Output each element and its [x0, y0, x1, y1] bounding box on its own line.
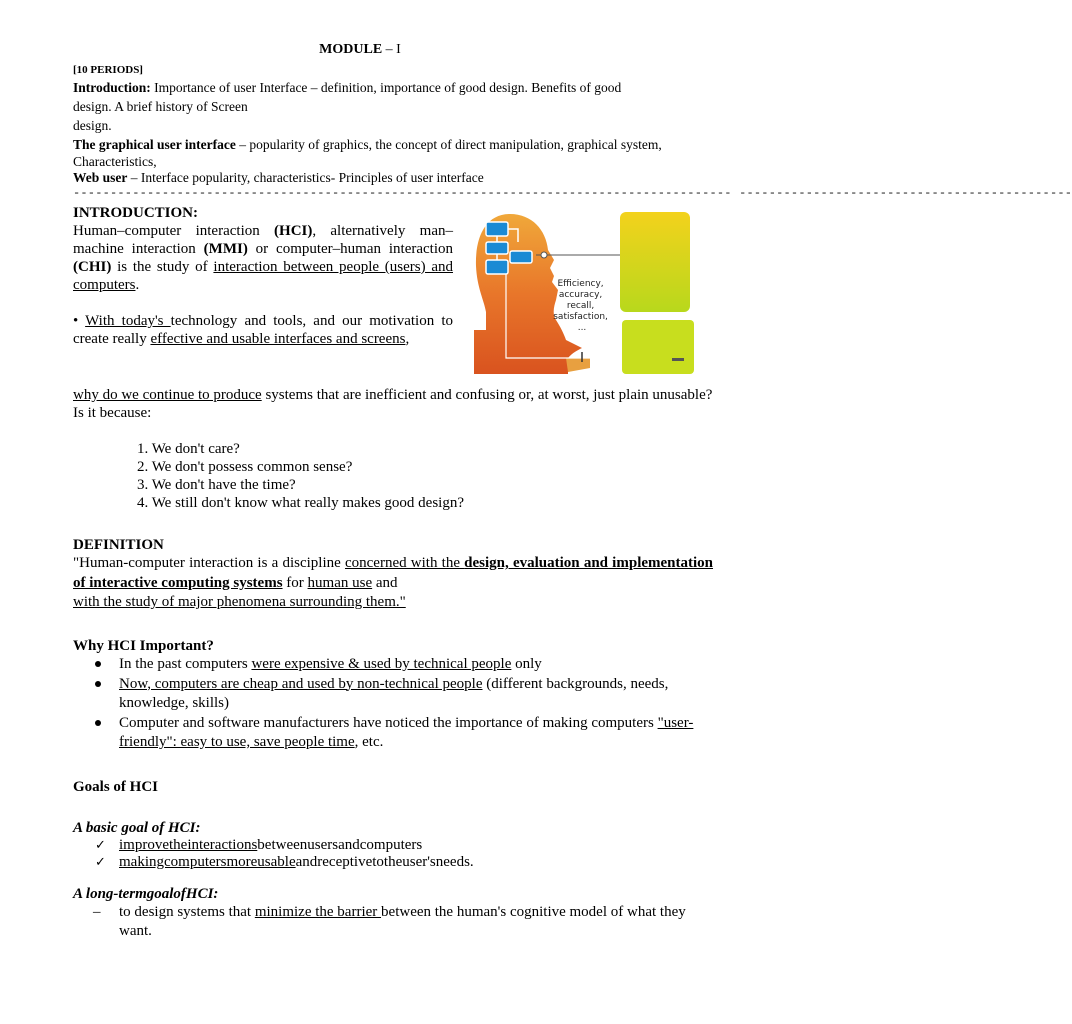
module-number: I	[396, 42, 401, 57]
web-text: – Interface popularity, characteristics- Principles of user interface	[127, 170, 484, 185]
flow-box	[486, 242, 508, 254]
bullet-icon	[95, 681, 101, 687]
def-c: and	[372, 574, 398, 591]
flow-box	[486, 260, 508, 274]
computer-top	[620, 212, 690, 312]
list-item	[73, 655, 713, 675]
module-sep: –	[382, 42, 397, 57]
basic2-a: andreceptivetotheuser'sneeds.	[295, 854, 474, 870]
gui-label: The graphical user interface	[73, 137, 236, 152]
why1-a: In the past computers	[119, 656, 252, 672]
why2-a: (different backgrounds, needs, knowledge, skills)	[119, 675, 669, 711]
basic2-underlined: makingcomputersmoreusable	[119, 854, 296, 870]
reason-item: 2. We don't possess common sense?	[137, 459, 353, 475]
intro-line1: Importance of user Interface – definition, importance of good design. Benefits of good	[150, 80, 622, 95]
def-underlined-3: with the study of major phenomena surrounding them."	[73, 594, 406, 610]
definition-text	[73, 554, 713, 613]
basic-goal-heading: A basic goal of HCI:	[73, 820, 201, 836]
introduction-heading: INTRODUCTION:	[73, 205, 199, 221]
check-icon: ✓	[95, 838, 106, 853]
list-item	[73, 903, 713, 941]
p1-e: .	[135, 277, 140, 293]
why-heading: Why HCI Important?	[73, 638, 214, 654]
figure-caption: Efficiency, accuracy, recall, satisfaction, ...	[553, 279, 608, 333]
long-term-goal-list	[73, 903, 713, 941]
def-underlined-1: concerned with the	[344, 555, 465, 571]
basic-goal-list	[73, 837, 713, 871]
reason-item: 1. We don't care?	[137, 441, 240, 457]
intro-line2: design. A brief history of Screen	[73, 99, 248, 114]
p1-a: Human–computer interaction	[73, 223, 275, 239]
reason-item: 4. We still don't know what really makes good design?	[137, 495, 464, 511]
basic1-a: betweenusersandcomputers	[257, 837, 423, 853]
p3-b: Is it because:	[73, 405, 152, 421]
hci-illustration-svg	[470, 208, 710, 378]
reason-item: 3. We don't have the time?	[137, 477, 296, 493]
intro-paragraph-2	[73, 312, 453, 348]
flow-box	[486, 222, 508, 236]
web-label: Web user	[73, 170, 128, 185]
hand-shape	[566, 358, 590, 372]
syllabus-gui	[73, 136, 713, 170]
vent-icon	[672, 358, 684, 361]
p3-a: systems that are inefficient and confusing or, at worst, just plain unusable?	[261, 387, 713, 403]
syllabus-intro	[73, 78, 713, 135]
bullet-icon	[95, 661, 101, 667]
long1-b: between the human's cognitive model of what they want.	[119, 904, 686, 939]
p2-bullet: •	[73, 313, 86, 329]
module-title	[0, 42, 720, 58]
introduction-section	[73, 204, 453, 348]
why2-underlined: Now, computers are cheap and used by non-technical people	[119, 675, 483, 692]
intro-paragraph-3	[73, 386, 713, 422]
def-b: for	[282, 574, 308, 591]
list-item	[73, 854, 713, 871]
def-a: "Human-computer interaction is a discipline	[73, 555, 345, 571]
definition-heading: DEFINITION	[73, 537, 164, 553]
flow-box	[510, 251, 532, 263]
p2-b: ,	[405, 331, 410, 347]
def-bold-underlined: design, evaluation and implementation of interactive computing systems	[73, 555, 714, 591]
computer-base	[622, 320, 694, 374]
why3-underlined: "user-friendly": easy to use, save people time	[119, 714, 694, 750]
hci-illustration	[470, 208, 710, 378]
p2-underlined-2: effective and usable interfaces and screens	[150, 331, 406, 347]
list-item	[73, 837, 713, 854]
goals-heading-text: Goals of HCI	[73, 779, 159, 795]
intro-line3: design.	[73, 118, 112, 133]
separator-line: ----------------------------------------------------------------------------------------- ---------------------------------------------	[73, 186, 1072, 200]
dash-icon: –	[93, 904, 101, 920]
goals-heading	[73, 778, 713, 796]
definition-section	[73, 536, 713, 613]
check-icon: ✓	[95, 855, 106, 870]
intro-label: Introduction:	[73, 80, 151, 95]
long1-a: to design systems that	[119, 904, 255, 920]
p3-underlined: why do we continue to produce	[73, 387, 262, 403]
eye-icon	[541, 252, 547, 258]
mmi-term: (MMI)	[203, 241, 248, 257]
hci-term: (HCI)	[274, 223, 313, 239]
reasons-list	[73, 440, 713, 512]
gui-text: – popularity of graphics, the concept of direct manipulation, graphical system, Characteristics,	[73, 137, 662, 169]
why-list	[73, 655, 713, 753]
chi-term: (CHI)	[73, 259, 112, 275]
p1-underlined: interaction between people (users) and computers	[73, 259, 453, 293]
why3-b: , etc.	[354, 734, 384, 750]
long1-underlined: minimize the barrier	[254, 904, 382, 920]
p1-b: , alternatively man–machine interaction	[73, 223, 453, 257]
periods-label: [10 PERIODS]	[73, 64, 143, 76]
why-section	[73, 637, 713, 753]
list-item	[73, 714, 713, 753]
basic-goal-section	[73, 819, 713, 871]
p2-underlined-1: With today's	[85, 313, 171, 329]
basic1-underlined: improvetheinteractions	[119, 837, 258, 853]
bullet-icon	[95, 720, 101, 726]
p2-a: technology and tools, and our motivation to create really	[73, 313, 454, 347]
p1-c: or computer–human interaction	[247, 241, 454, 257]
why1-underlined: were expensive & used by technical people	[251, 656, 512, 672]
syllabus-web	[73, 169, 713, 186]
p1-d: is the study of	[111, 259, 214, 275]
intro-paragraph-1	[73, 222, 453, 294]
long-term-goal-heading: A long-termgoalofHCI:	[73, 886, 219, 902]
why1-b: only	[511, 656, 542, 672]
module-label: MODULE	[319, 42, 383, 57]
list-item	[73, 675, 713, 714]
long-term-goal-section	[73, 885, 713, 941]
def-underlined-2: human use	[307, 574, 373, 591]
why3-a: Computer and software manufacturers have noticed the importance of making computers	[119, 714, 658, 731]
